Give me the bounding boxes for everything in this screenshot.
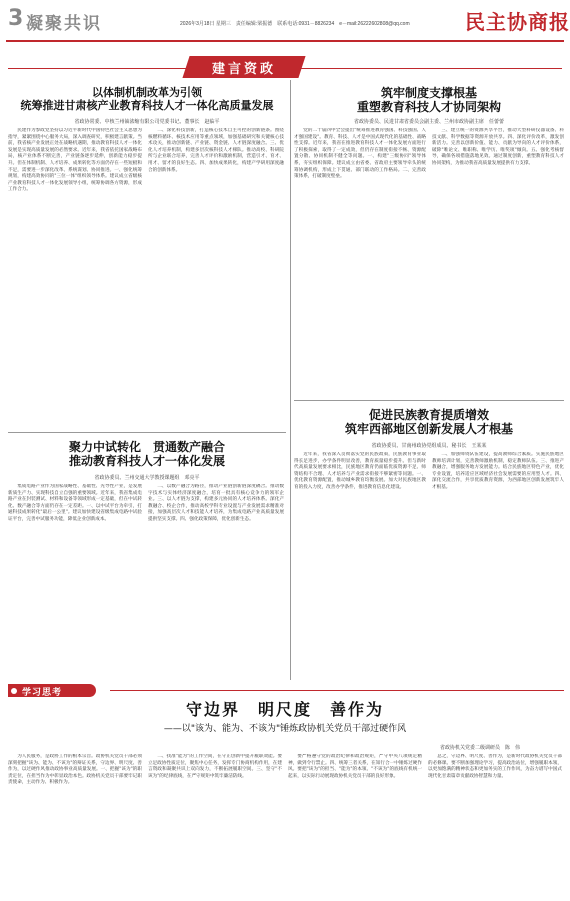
article-3-title-line-2: 重塑教育科技人才协同架构 bbox=[356, 100, 501, 115]
dot-icon bbox=[11, 688, 17, 694]
article-divider-right bbox=[294, 400, 564, 401]
article-3-column-1 bbox=[294, 128, 426, 396]
article-5-column-4 bbox=[428, 754, 562, 896]
article-5-column-3 bbox=[288, 754, 422, 896]
article-3-text-1: 党的二十届四中全会提出"统筹推进教育强国、科技强国、人才强国建设"。教育、科技、人才是中国式现代化的基础性、战略性支撑。近年来，我省在推进教育科技人才一体化发展方面进行了积极探索，取得了一定成效，但仍存在制度衔接不畅、资源配置分散、协同机制不健全等问题。一、构建"三级协同"领导体系，夯实组织保障。建议成立由省委、省政府主要领导牵头的统筹协调机构，形成上下贯通、部门联动的工作格局。二、完善政策体系，打破制度壁垒。 bbox=[294, 128, 426, 180]
date-line: 2026年3月18日 星期三 责任编辑:梁振德 联系电话:0931－8826234 e－mail:26222602808@qq.com bbox=[180, 21, 410, 27]
article-2-text-2: 二、以数产融合为路径，推动产业链创新链深度耦合。推动数字技术与实体经济深度融合，培育一批具有核心竞争力的领军企业。三、以人才链为支撑，构建多元协同的人才培养体系。深化产教融合、校企合作，推动高校学科专业设置与产业发展需求精准对接，加强高层次人才和技能人才培养，为集成电路产业高质量发展提供坚实支撑。四、强化政策保障，优化创新生态。 bbox=[148, 484, 284, 522]
banner-label: 建言资政 bbox=[211, 62, 276, 77]
article-2-title-line-1: 聚力中试转化 贯通数产融合 bbox=[68, 440, 225, 454]
article-4-title-line-1: 促进民族教育提质增效 bbox=[368, 408, 489, 422]
article-3-byline: 省政协委员、民进甘肃省委员会副主委、兰州市政协副主席 任蕾蕾 bbox=[353, 119, 504, 125]
article-4-column-1 bbox=[294, 452, 426, 680]
article-4-text-1: 近年来，我省深入贯彻落实党的民族政策，民族教育事业取得长足进步，办学条件明显改善，教育质量稳步提升。但与新时代高质量发展要求相比，民族地区教育仍面临优质资源不足、师资结构不合理、人才培养与产业需求衔接不够紧密等问题。一、优化教育资源配置，推动城乡教育均衡发展。加大对民族地区教育的投入力度，改善办学条件，推进教育信息化建设。 bbox=[294, 452, 426, 490]
article-5-text-2: 二、找准"能为"的工作空间，在守正创新中提升履职效能。要立足政协性质定位，聚焦中心任务，发挥专门协商机构作用，在建言资政和凝聚共识上双向发力，不断拓展履职空间。三、坚守"不该为"的纪律底线，在严守规矩中筑牢廉洁防线。 bbox=[148, 754, 282, 779]
section-title: 凝聚共识 bbox=[26, 14, 102, 34]
article-3-text-2: 三、建立统一的资源共享平台，推动大型科研仪器设备、科技文献、科学数据等资源开放共享。四、深化评价改革，激发创新活力。完善以创新价值、能力、贡献为导向的人才评价体系，破除"唯论文、唯职称、唯学历、唯奖项"倾向。五、强化考核督导，确保各项措施落地见效。通过制度创新，重塑教育科技人才协同架构，为推动我省高质量发展提供有力支撑。 bbox=[432, 128, 564, 166]
column-divider bbox=[290, 80, 291, 680]
article-5-text-1: 为人民服务，是政协工作的根本宗旨。政协机关党员干部必须深刻把握"该为、能为、不该为"的辩证关系，守边界、明尺度、善作为，以过硬作风推动政协事业高质量发展。一、把握"该为"的职责定位，在担当作为中彰显政治本色。政协机关党员干部要牢记职责使命，主动作为、积极作为。 bbox=[8, 754, 142, 786]
article-5-column-2 bbox=[148, 754, 282, 896]
article-2-column-1 bbox=[8, 484, 142, 680]
article-3-title bbox=[294, 86, 564, 115]
article-4-byline: 省政协委员、甘南州政协党组成员、秘书长 王某某 bbox=[371, 443, 487, 449]
article-3-title-line-1: 筑牢制度支撑根基 bbox=[380, 86, 477, 100]
article-1-title bbox=[8, 86, 286, 112]
article-5-title: 守边界 明尺度 善作为 bbox=[185, 700, 384, 719]
article-5-column-1 bbox=[8, 754, 142, 896]
article-1-column-1 bbox=[8, 128, 142, 428]
header-rule bbox=[6, 40, 564, 42]
article-4-title bbox=[294, 408, 564, 437]
article-4-title-line-2: 筑牢西部地区创新发展人才根基 bbox=[344, 422, 513, 437]
article-2-title bbox=[8, 440, 286, 469]
article-5-text-3: 要严格遵守党的政治纪律和政治规矩，严守中央八项规定精神，做到令行禁止。四、统筹三者关系，在知行合一中锤炼过硬作风。要把"该为"的担当、"能为"的本领、"不该为"的底线有机统一起来，以实际行动展现政协机关党员干部的良好形象。 bbox=[288, 754, 422, 779]
article-1-text-1: 民建作为参政党坚持以习近平新时代中国特色社会主义思想为指导，紧紧围绕中心服务大局，深入调查研究，积极建言献策。当前，我省核产业发展正处在战略机遇期，推动教育科技人才一体化发展是实现高质量发展的必然要求。近年来，我省依托国家战略布局，核产业体系不断完善，产业链条逐步延伸，创新能力稳步提升。但在体制机制、人才培养、成果转化等方面仍存在一些短板和不足，需要进一步深化改革、系统谋划、协同推进。一、强化统筹规划，构建高效协同的"三位一体"组织领导体系。建议成立省级核产业教育科技人才一体化发展领导小组，统筹协调各方资源，形成工作合力。 bbox=[8, 128, 142, 193]
article-4-text-2: 二、加强师资队伍建设，提高教师综合素质。实施民族地区教师培训计划，完善教师激励机制，稳定教师队伍。三、推进产教融合，增强服务地方发展能力。结合民族地区特色产业，优化专业设置，培养适应区域经济社会发展需要的应用型人才。四、深化交流合作，共享优质教育资源，为西部地区创新发展筑牢人才根基。 bbox=[432, 452, 564, 490]
article-1-title-line-2: 统筹推进甘肃核产业教育科技人才一体化高质量发展 bbox=[20, 99, 274, 113]
article-2-text-1: 集成电路产业作为国家战略性、基础性、先导性产业，是发展新质生产力、实现科技自立自强的重要领域。近年来，我省集成电路产业在封装测试、材料和设备等领域形成一定基础，但在中试转化、数产融合等方面仍存在一定差距。一、以中试平台为牵引，打通科技成果转化"最后一公里"。建议加快建设省级集成电路中试验证平台，完善中试服务功能，降低企业创新成本。 bbox=[8, 484, 142, 522]
article-4-column-2 bbox=[432, 452, 564, 680]
article-1-byline: 省政协常委、中核兰州铀浓缩有限公司党委书记、董事长 赵临平 bbox=[74, 119, 220, 125]
article-5-text-4: 总之，守边界、明尺度、善作为，是新时代政协机关党员干部的必修课。要不断加强理论学习，提高政治站位，增强履职本领，以更加饱满的精神状态和更加务实的工作作风，为奋力谱写中国式现代化甘肃篇章贡献政协智慧和力量。 bbox=[428, 754, 562, 779]
article-2-byline: 省政协委员、兰州交通大学教授课题组 邓亮平 bbox=[94, 475, 200, 481]
article-1-title-line-1: 以体制机制改革为引领 bbox=[92, 86, 202, 99]
article-divider bbox=[8, 432, 286, 433]
study-tag-label: 学习思考 bbox=[22, 688, 63, 698]
article-1-text-2: 二、深化科技创新，打造核心技术自主可控的创新链条。围绕核燃料循环、核技术应用等重点领域，加强基础研究和关键核心技术攻关，推动创新链、产业链、资金链、人才链深度融合。三、优化人才培养机制，构建多层次核科技人才梯队。推动高校、科研院所与企业联合培养，完善人才评价和激励机制，营造引才、育才、用才、留才的良好生态。四、加快成果转化，构建产学研用深度融合的创新体系。 bbox=[148, 128, 284, 173]
article-3-column-2 bbox=[432, 128, 564, 396]
article-5-subtitle: ——以"该为、能为、不该为"锤炼政协机关党员干部过硬作风 bbox=[163, 724, 407, 734]
article-5-byline: 省政协机关党委二级调研员 陈 伟 bbox=[439, 745, 520, 751]
page-header bbox=[0, 0, 570, 42]
masthead-logo: 民主协商报 bbox=[465, 10, 570, 34]
page-number: 3 bbox=[8, 6, 24, 31]
article-2-title-line-2: 推动教育科技人才一体化发展 bbox=[68, 454, 225, 469]
article-1-column-2 bbox=[148, 128, 284, 428]
article-2-column-2 bbox=[148, 484, 284, 680]
